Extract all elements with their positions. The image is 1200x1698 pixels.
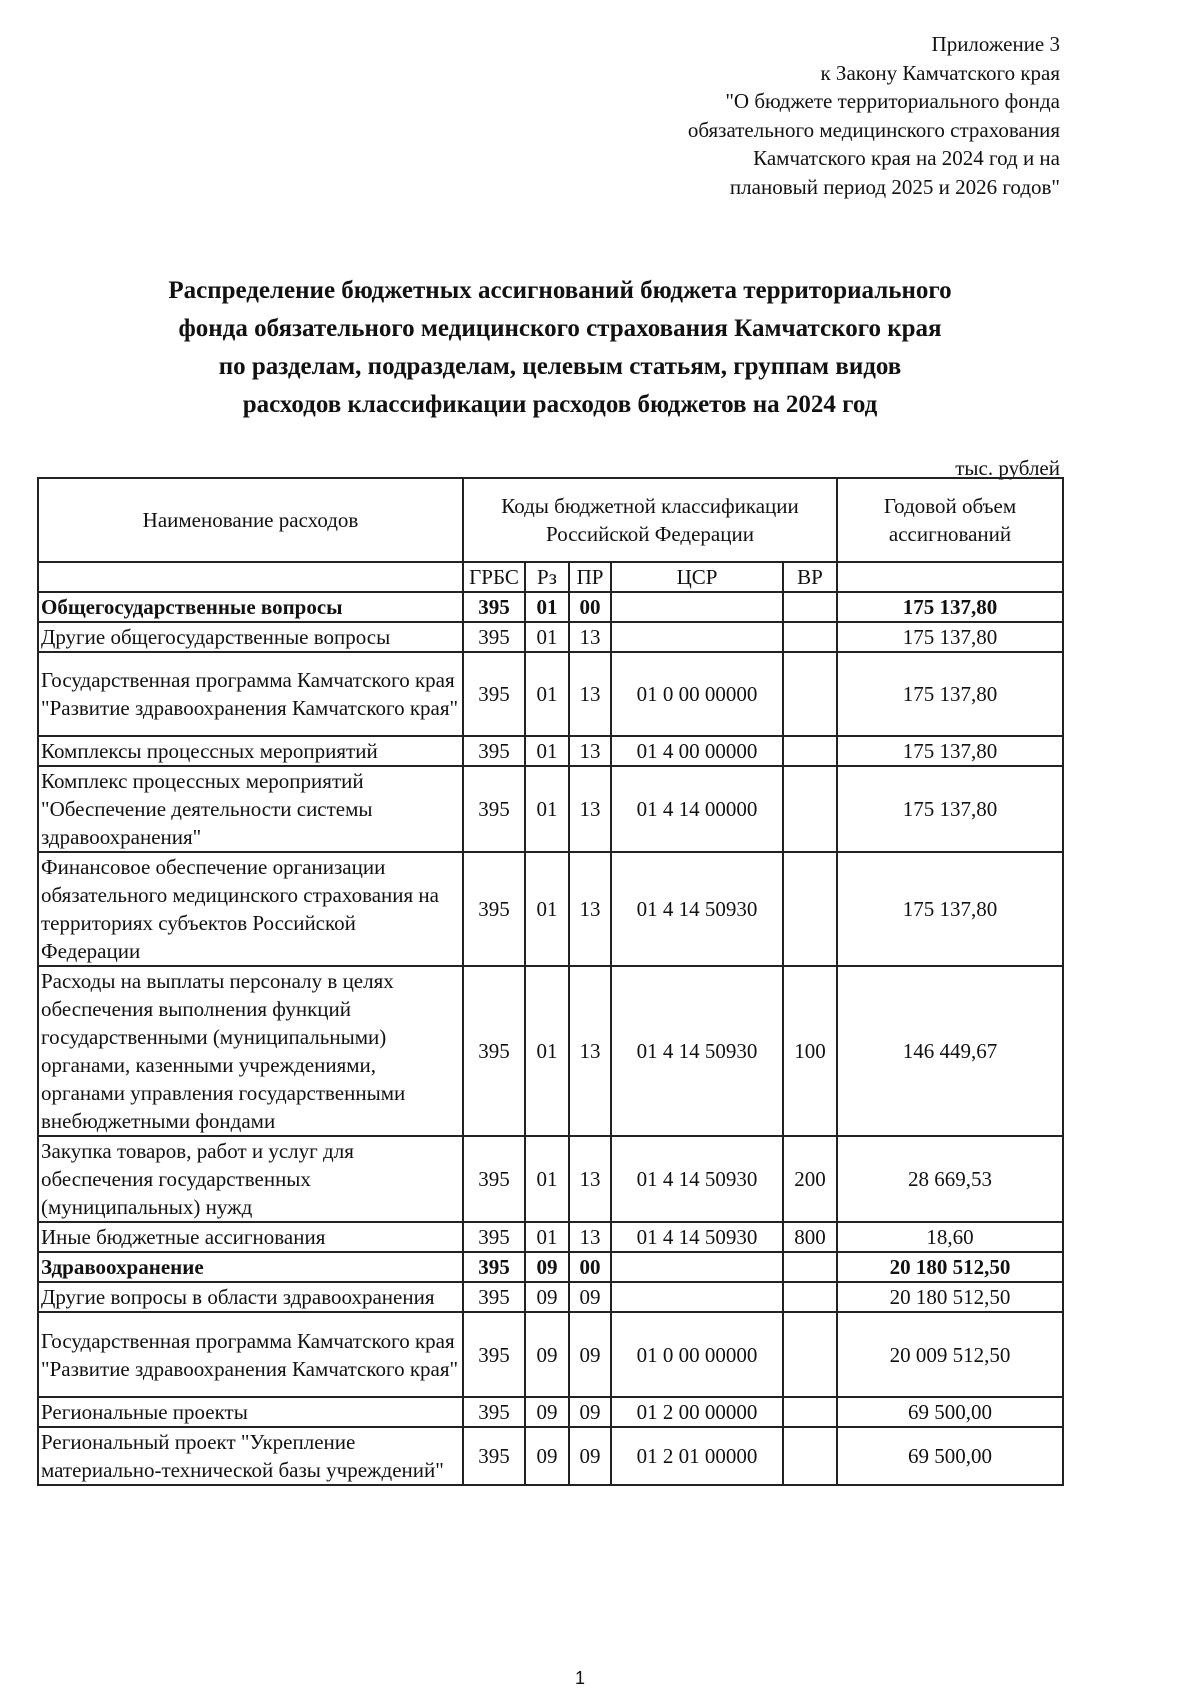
column-header-grbs: ГРБС	[463, 562, 525, 592]
row-grbs: 395	[463, 966, 525, 1136]
row-name: Региональный проект "Укрепление материально-технической базы учреждений"	[38, 1427, 463, 1485]
appendix-line: плановый период 2025 и 2026 годов"	[729, 174, 1060, 199]
row-pr: 00	[569, 592, 611, 622]
title-line: по разделам, подразделам, целевым статьям, группам видов	[218, 353, 902, 380]
row-rz: 01	[525, 766, 569, 852]
row-amount: 175 137,80	[837, 622, 1063, 652]
appendix-line: к Закону Камчатского края	[820, 60, 1060, 85]
row-pr: 00	[569, 1252, 611, 1282]
row-pr: 13	[569, 736, 611, 766]
row-csr	[611, 622, 783, 652]
row-grbs: 395	[463, 652, 525, 736]
row-amount: 175 137,80	[837, 592, 1063, 622]
table-row	[38, 1427, 1063, 1485]
row-name: Комплекс процессных мероприятий "Обеспечение деятельности системы здравоохранения"	[38, 766, 463, 852]
row-rz: 01	[525, 622, 569, 652]
column-header-name: Наименование расходов	[38, 478, 463, 562]
row-grbs: 395	[463, 1282, 525, 1312]
row-grbs: 395	[463, 592, 525, 622]
subheader-empty	[837, 562, 1063, 592]
row-vr	[783, 1397, 837, 1427]
row-csr: 01 0 00 00000	[611, 652, 783, 736]
row-rz: 01	[525, 652, 569, 736]
row-vr: 200	[783, 1136, 837, 1222]
row-vr	[783, 852, 837, 966]
row-amount: 175 137,80	[837, 852, 1063, 966]
row-name: Государственная программа Камчатского края "Развитие здравоохранения Камчатского края"	[38, 652, 463, 736]
row-csr: 01 4 14 00000	[611, 766, 783, 852]
row-pr: 09	[569, 1427, 611, 1485]
row-vr	[783, 736, 837, 766]
table-row	[38, 736, 1063, 766]
table-row	[38, 966, 1063, 1136]
table-row	[38, 852, 1063, 966]
table-row	[38, 1252, 1063, 1282]
row-csr: 01 4 14 50930	[611, 1136, 783, 1222]
row-vr	[783, 622, 837, 652]
appendix-line: Камчатского края на 2024 год и на	[753, 146, 1060, 170]
column-header-amount: Годовой объем ассигнований	[837, 478, 1063, 562]
row-grbs: 395	[463, 1427, 525, 1485]
column-header-codes: Коды бюджетной классификации Российской Федерации	[463, 478, 837, 562]
row-csr: 01 2 00 00000	[611, 1397, 783, 1427]
row-vr: 800	[783, 1222, 837, 1252]
column-header-rz: Рз	[525, 562, 569, 592]
table-row	[38, 1282, 1063, 1312]
row-grbs: 395	[463, 852, 525, 966]
table-row	[38, 622, 1063, 652]
row-name: Государственная программа Камчатского края "Развитие здравоохранения Камчатского края"	[38, 1312, 463, 1397]
row-pr: 13	[569, 622, 611, 652]
row-vr: 100	[783, 966, 837, 1136]
row-rz: 01	[525, 592, 569, 622]
row-grbs: 395	[463, 1136, 525, 1222]
row-name: Здравоохранение	[38, 1252, 463, 1282]
appendix-line: "О бюджете территориального фонда	[725, 89, 1060, 113]
row-amount: 69 500,00	[837, 1427, 1063, 1485]
row-name: Общегосударственные вопросы	[38, 592, 463, 622]
column-header-vr: ВР	[783, 562, 837, 592]
column-header-pr: ПР	[569, 562, 611, 592]
page-number: 1	[574, 1668, 585, 1688]
row-amount: 20 180 512,50	[837, 1282, 1063, 1312]
row-csr: 01 4 00 00000	[611, 736, 783, 766]
row-grbs: 395	[463, 622, 525, 652]
row-amount: 20 180 512,50	[837, 1252, 1063, 1282]
row-vr	[783, 1312, 837, 1397]
row-pr: 09	[569, 1397, 611, 1427]
table-row	[38, 1136, 1063, 1222]
table-row	[38, 1222, 1063, 1252]
row-amount: 20 009 512,50	[837, 1312, 1063, 1397]
table-row	[38, 592, 1063, 622]
row-name: Другие вопросы в области здравоохранения	[38, 1282, 463, 1312]
row-vr	[783, 1282, 837, 1312]
row-vr	[783, 1252, 837, 1282]
unit-label: тыс. рублей	[955, 456, 1060, 480]
row-grbs: 395	[463, 1397, 525, 1427]
row-name: Финансовое обеспечение организации обязательного медицинского страхования на территориях субъектов Российской Федерации	[38, 852, 463, 966]
column-header-csr: ЦСР	[611, 562, 783, 592]
row-pr: 09	[569, 1312, 611, 1397]
title-line: расходов классификации расходов бюджетов на 2024 год	[242, 391, 878, 418]
row-csr: 01 4 14 50930	[611, 966, 783, 1136]
table-row	[38, 652, 1063, 736]
row-name: Региональные проекты	[38, 1397, 463, 1427]
row-name: Иные бюджетные ассигнования	[38, 1222, 463, 1252]
row-rz: 01	[525, 736, 569, 766]
row-rz: 09	[525, 1312, 569, 1397]
table-body	[38, 592, 1063, 1485]
document-title	[40, 272, 1080, 424]
row-rz: 09	[525, 1397, 569, 1427]
row-csr: 01 4 14 50930	[611, 852, 783, 966]
appendix-line: обязательного медицинского страхования	[687, 117, 1060, 142]
row-rz: 01	[525, 966, 569, 1136]
row-vr	[783, 592, 837, 622]
row-amount: 175 137,80	[837, 766, 1063, 852]
budget-table	[37, 477, 1064, 1486]
row-name: Другие общегосударственные вопросы	[38, 622, 463, 652]
row-pr: 13	[569, 1222, 611, 1252]
row-csr: 01 4 14 50930	[611, 1222, 783, 1252]
row-name: Расходы на выплаты персоналу в целях обеспечения выполнения функций государственными (муниципальными) органами, казенными учреждениями, органами управления государственными внебюджетными фондами	[38, 966, 463, 1136]
row-pr: 13	[569, 652, 611, 736]
row-pr: 09	[569, 1282, 611, 1312]
subheader-empty	[38, 562, 463, 592]
row-vr	[783, 766, 837, 852]
row-grbs: 395	[463, 736, 525, 766]
row-vr	[783, 652, 837, 736]
row-amount: 28 669,53	[837, 1136, 1063, 1222]
row-rz: 01	[525, 1136, 569, 1222]
row-csr: 01 2 01 00000	[611, 1427, 783, 1485]
table-row	[38, 1312, 1063, 1397]
row-grbs: 395	[463, 1252, 525, 1282]
title-line: Распределение бюджетных ассигнований бюджета территориального	[168, 277, 952, 304]
row-amount: 175 137,80	[837, 652, 1063, 736]
row-name: Закупка товаров, работ и услуг для обеспечения государственных (муниципальных) нужд	[38, 1136, 463, 1222]
table-row	[38, 1397, 1063, 1427]
row-amount: 175 137,80	[837, 736, 1063, 766]
row-rz: 01	[525, 852, 569, 966]
row-rz: 09	[525, 1282, 569, 1312]
row-amount: 146 449,67	[837, 966, 1063, 1136]
row-csr	[611, 1282, 783, 1312]
title-line: фонда обязательного медицинского страхования Камчатского края	[178, 315, 942, 342]
row-pr: 13	[569, 966, 611, 1136]
appendix-header	[540, 30, 1060, 201]
row-rz: 09	[525, 1427, 569, 1485]
row-grbs: 395	[463, 1222, 525, 1252]
row-csr	[611, 1252, 783, 1282]
row-rz: 09	[525, 1252, 569, 1282]
row-pr: 13	[569, 766, 611, 852]
row-csr: 01 0 00 00000	[611, 1312, 783, 1397]
row-grbs: 395	[463, 766, 525, 852]
table-row	[38, 766, 1063, 852]
row-rz: 01	[525, 1222, 569, 1252]
row-amount: 69 500,00	[837, 1397, 1063, 1427]
row-csr	[611, 592, 783, 622]
row-vr	[783, 1427, 837, 1485]
row-name: Комплексы процессных мероприятий	[38, 736, 463, 766]
row-grbs: 395	[463, 1312, 525, 1397]
appendix-line: Приложение 3	[931, 32, 1060, 56]
row-pr: 13	[569, 852, 611, 966]
row-amount: 18,60	[837, 1222, 1063, 1252]
row-pr: 13	[569, 1136, 611, 1222]
